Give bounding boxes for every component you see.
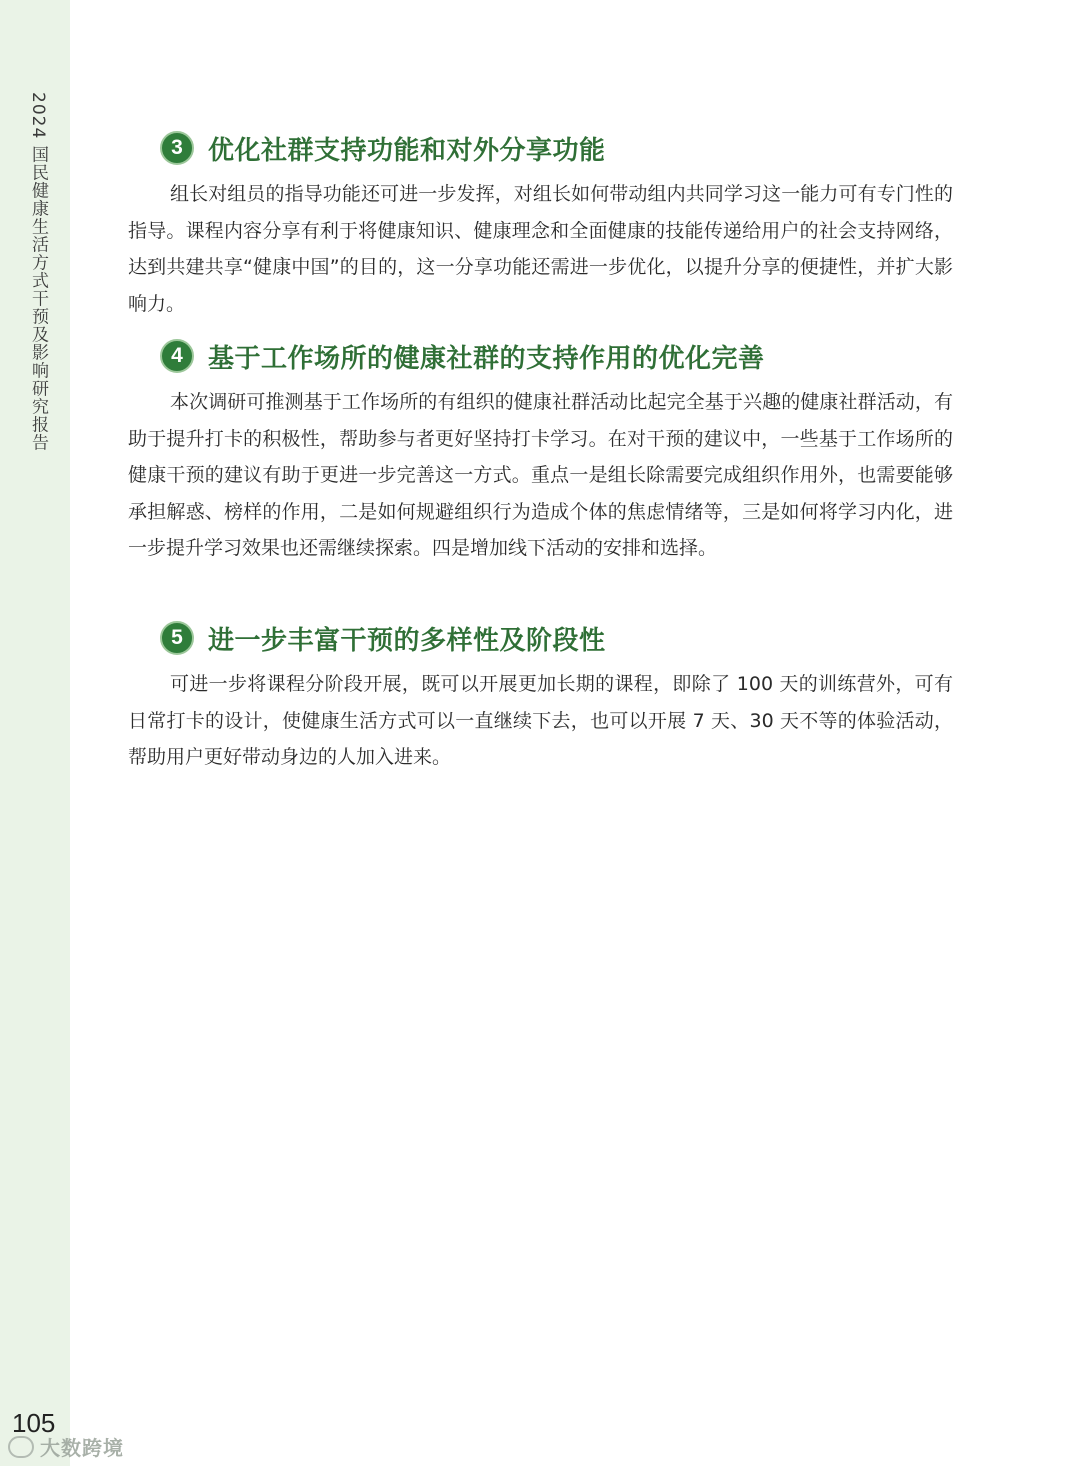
section-5 xyxy=(128,616,953,776)
section-heading xyxy=(128,334,953,378)
watermark-text: 大数跨境 xyxy=(40,1436,124,1460)
section-3 xyxy=(128,126,953,322)
watermark-logo-icon xyxy=(8,1436,34,1458)
section-4 xyxy=(128,334,953,567)
page-number: 105 xyxy=(12,1408,56,1438)
section-body: 本次调研可推测基于工作场所的有组织的健康社群活动比起完全基于兴趣的健康社群活动，有助于提升打卡的积极性，帮助参与者更好坚持打卡学习。在对干预的建议中，一些基于工作场所的健康干预的建议有助于更进一步完善这一方式。重点一是组长除需要完成组织作用外，也需要能够承担解惑、榜样的作用，二是如何规避组织行为造成个体的焦虑情绪等，三是如何将学习内化，进一步提升学习效果也还需继续探索。四是增加线下活动的安排和选择。 xyxy=(128,391,953,559)
section-number-badge: 4 xyxy=(160,339,194,373)
section-body: 可进一步将课程分阶段开展，既可以开展更加长期的课程，即除了 100 天的训练营外，可有日常打卡的设计，使健康生活方式可以一直继续下去，也可以开展 7 天、30 天不等的体验活动，帮助用户更好带动身边的人加入进来。 xyxy=(128,673,953,768)
section-title: 优化社群支持功能和对外分享功能 xyxy=(208,135,606,166)
section-body: 组长对组员的指导功能还可进一步发挥，对组长如何带动组内共同学习这一能力可有专门性的指导。课程内容分享有利于将健康知识、健康理念和全面健康的技能传递给用户的社会支持网络，达到共建共享“健康中国”的目的，这一分享功能还需进一步优化，以提升分享的便捷性，并扩大影响力。 xyxy=(128,183,953,315)
section-heading xyxy=(128,126,953,170)
section-title: 基于工作场所的健康社群的支持作用的优化完善 xyxy=(208,343,765,374)
section-title: 进一步丰富干预的多样性及阶段性 xyxy=(208,625,606,656)
report-title: 2024 国民健康生活方式干预及影响研究报告 xyxy=(28,92,48,452)
section-number-badge: 5 xyxy=(160,621,194,655)
section-number-badge: 3 xyxy=(160,131,194,165)
section-heading xyxy=(128,616,953,660)
sidebar xyxy=(0,0,70,1466)
watermark xyxy=(8,1432,124,1461)
